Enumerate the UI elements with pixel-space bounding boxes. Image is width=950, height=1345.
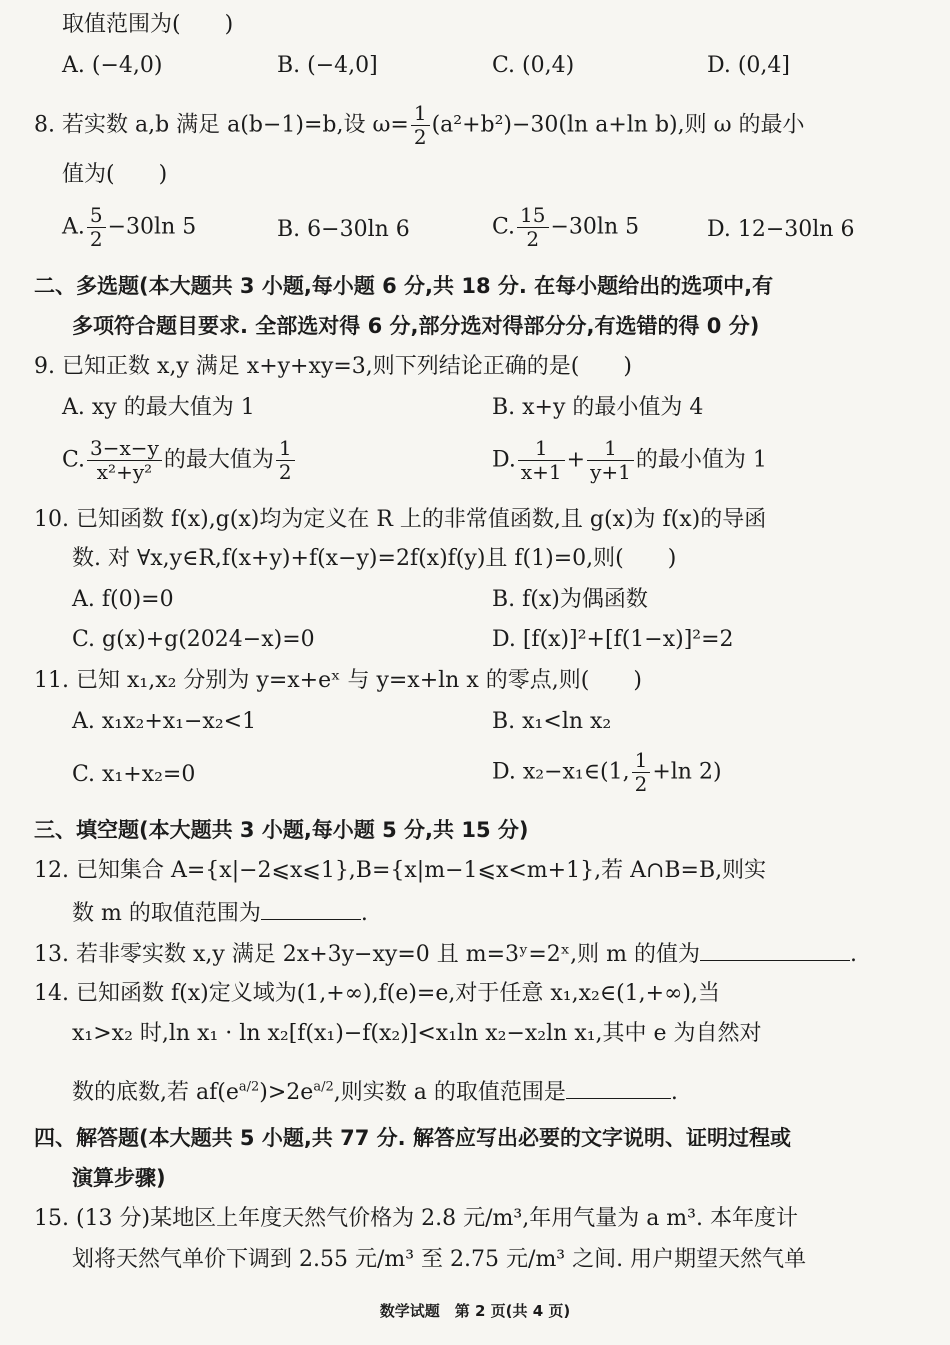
q11-option-b: B. x₁<ln x₂ — [492, 709, 612, 734]
q15-stem-line2: 划将天然气单价下调到 2.55 元/m³ 至 2.75 元/m³ 之间. 用户期望天然气单 — [72, 1247, 807, 1272]
q9-option-c: C. $\frac{3-x-y}{\text{x²+y²}}$ 的最大值为 $\frac{1}{2}$ — [62, 438, 297, 483]
q10-option-a: A. f(0)=0 — [72, 587, 174, 612]
q10-option-c: C. g(x)+g(2024−x)=0 — [72, 627, 315, 652]
q11-option-a: A. x₁x₂+x₁−x₂<1 — [72, 709, 257, 734]
q10-option-d: D. [f(x)]²+[f(1−x)]²=2 — [492, 627, 734, 652]
q14-stem-line3: 数的底数,若 $af(e^{a/2})>2e^{a/2}$,则实数 a 的取值范围是 . — [72, 1079, 678, 1105]
section2-heading: 二、多选题(本大题共 3 小题,每小题 6 分,共 18 分. 在每小题给出的选项中,有 — [34, 274, 774, 298]
q13-answer-blank — [700, 942, 850, 961]
q8-stem-line2: 值为( ) — [62, 162, 168, 187]
q7-stem-tail: 取值范围为( ) — [62, 12, 234, 37]
section4-heading: 四、解答题(本大题共 5 小题,共 77 分. 解答应写出必要的文字说明、证明过程或 — [34, 1126, 791, 1150]
q8-stem-part2: (a²+b²)−30(ln a+ln b),则 ω 的最小 — [431, 112, 805, 138]
q9-option-d: D. $\frac{1}{x+1}$ + $\frac{1}{y+1}$ 的最小值为 1 — [492, 436, 767, 484]
q14-stem-line2: x₁>x₂ 时,ln x₁ · ln x₂[f(x₁)−f(x₂)]<x₁ln x₂−x₂ln x₁,其中 e 为自然对 — [72, 1021, 762, 1046]
q9-stem: 9. 已知正数 x,y 满足 x+y+xy=3,则下列结论正确的是( ) — [34, 354, 632, 379]
q9-option-b: B. x+y 的最小值为 4 — [492, 395, 704, 420]
q8-option-a: A. $\frac{5}{2}$ −30ln 5 — [62, 203, 197, 251]
q10-stem: 10. 已知函数 f(x),g(x)均为定义在 R 上的非常值函数,且 g(x)为 f(x)的导函 — [34, 507, 767, 532]
q7-option-a: A. (−4,0) — [62, 53, 163, 78]
q8-option-b: B. 6−30ln 6 — [277, 217, 410, 242]
q14-stem: 14. 已知函数 f(x)定义域为(1,+∞),f(e)=e,对于任意 x₁,x₂∈(1,+∞),当 — [34, 981, 721, 1006]
q14-answer-blank — [566, 1080, 671, 1099]
q8-stem-part1: 8. 若实数 a,b 满足 a(b−1)=b,设 ω= — [34, 112, 409, 138]
q10-option-b: B. f(x)为偶函数 — [492, 587, 648, 612]
q8-stem — [34, 103, 805, 148]
q8-half-fraction: $\frac{1}{2}$ — [411, 103, 430, 148]
q10-stem-line2: 数. 对 ∀x,y∈R,f(x+y)+f(x−y)=2f(x)f(y)且 f(1)=0,则( ) — [72, 546, 677, 571]
q11-option-c: C. x₁+x₂=0 — [72, 762, 196, 787]
q7-option-b: B. (−4,0] — [277, 53, 378, 78]
q11-option-d: D. x₂−x₁∈(1, $\frac{1}{2}$ +ln 2) — [492, 748, 722, 796]
q11-stem: 11. 已知 x₁,x₂ 分别为 y=x+eˣ 与 y=x+ln x 的零点,则( ) — [34, 668, 642, 693]
q13-stem: 13. 若非零实数 x,y 满足 2x+3y−xy=0 且 m=3ʸ=2ˣ,则 m 的值为 . — [34, 942, 857, 967]
q12-answer-blank — [261, 901, 361, 920]
q15-stem: 15. (13 分)某地区上年度天然气价格为 2.8 元/m³,年用气量为 a m³. 本年度计 — [34, 1206, 798, 1231]
q7-option-d: D. (0,4] — [707, 53, 790, 78]
q12-stem-line2: 数 m 的取值范围为 . — [72, 901, 368, 926]
q7-option-c: C. (0,4) — [492, 53, 575, 78]
q8-option-c: C. $\frac{15}{2}$ −30ln 5 — [492, 203, 640, 251]
q12-stem: 12. 已知集合 A={x|−2⩽x⩽1},B={x|m−1⩽x<m+1},若 A∩B=B,则实 — [34, 858, 767, 883]
page-footer: 数学试题 第 2 页(共 4 页) — [379, 1302, 571, 1320]
section2-heading-line2: 多项符合题目要求. 全部选对得 6 分,部分选对得部分分,有选错的得 0 分) — [72, 314, 760, 338]
q9-option-a: A. xy 的最大值为 1 — [62, 395, 255, 420]
q8-option-d: D. 12−30ln 6 — [707, 217, 855, 242]
section4-heading-line2: 演算步骤) — [72, 1166, 166, 1190]
section3-heading: 三、填空题(本大题共 3 小题,每小题 5 分,共 15 分) — [34, 818, 529, 842]
